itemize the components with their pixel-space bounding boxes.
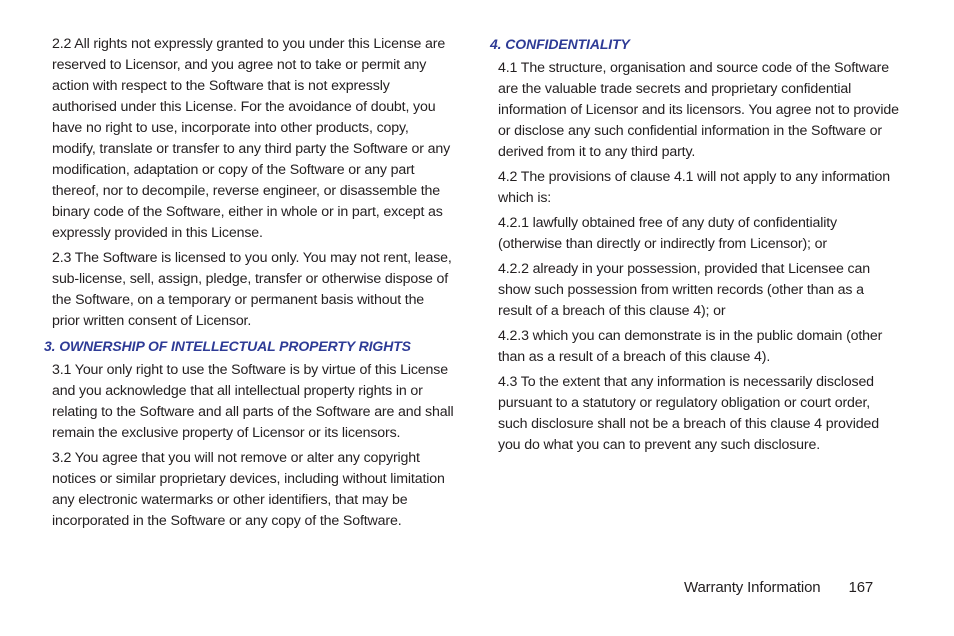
section-heading-ownership: 3. OWNERSHIP OF INTELLECTUAL PROPERTY RIGHTS [44, 338, 411, 354]
clause-3-1: 3.1 Your only right to use the Software is by virtue of this License and you acknowledge that all intellectual property rights in or relating to the Software and all parts of the Software are and shall remain the exclusive property of Licensor or its licensors. [52, 362, 454, 441]
page-number: 167 [848, 579, 874, 596]
section-heading-confidentiality: 4. CONFIDENTIALITY [490, 36, 630, 52]
clause-4-3: 4.3 To the extent that any information is necessarily disclosed pursuant to a statutory or regulatory obligation or court order, such disclosure shall not be a breach of this clause 4 provided you do what you can to prevent any such disclosure. [498, 374, 879, 453]
clause-2-2: 2.2 All rights not expressly granted to you under this License are reserved to Licensor, and you agree not to take or permit any action with respect to the Software that is not expressly authorised under this License. For the avoidance of doubt, you have no right to use, incorporate into other products, copy, modify, translate or transfer to any third party the Software or any modification, adaptation or copy of the Software or any part thereof, nor to decompile, reverse engineer, or disassemble the binary code of the Software, either in whole or in part, except as expressly provided in this License. [52, 36, 451, 241]
clause-4-2: 4.2 The provisions of clause 4.1 will not apply to any information which is: [498, 169, 891, 206]
left-column [44, 34, 454, 536]
clause-2-3: 2.3 The Software is licensed to you only. You may not rent, lease, sub-license, sell, assign, pledge, transfer or otherwise dispose of the Software, on a temporary or permanent basis without the prior written consent of Licensor. [52, 250, 452, 329]
clause-4-2-2: 4.2.2 already in your possession, provided that Licensee can show such possession from written records (other than as a result of a breach of this clause 4); or [498, 261, 870, 319]
page-footer [684, 578, 873, 598]
clause-4-2-3: 4.2.3 which you can demonstrate is in the public domain (other than as a result of a breach of this clause 4). [498, 328, 883, 365]
clause-3-2: 3.2 You agree that you will not remove or alter any copyright notices or similar proprietary devices, including without limitation any electronic watermarks or other identifiers, that may be incorporated in the Software or any copy of the Software. [52, 450, 445, 529]
clause-4-1: 4.1 The structure, organisation and source code of the Software are the valuable trade secrets and proprietary confidential information of Licensor and its licensors. You agree not to provide or disclose any such confidential information in the Software or derived from it to any third party. [498, 60, 899, 160]
right-column [490, 34, 900, 460]
clause-4-2-1: 4.2.1 lawfully obtained free of any duty of confidentiality (otherwise than directly or indirectly from Licensor); or [498, 215, 837, 252]
footer-section-title: Warranty Information [684, 579, 821, 596]
